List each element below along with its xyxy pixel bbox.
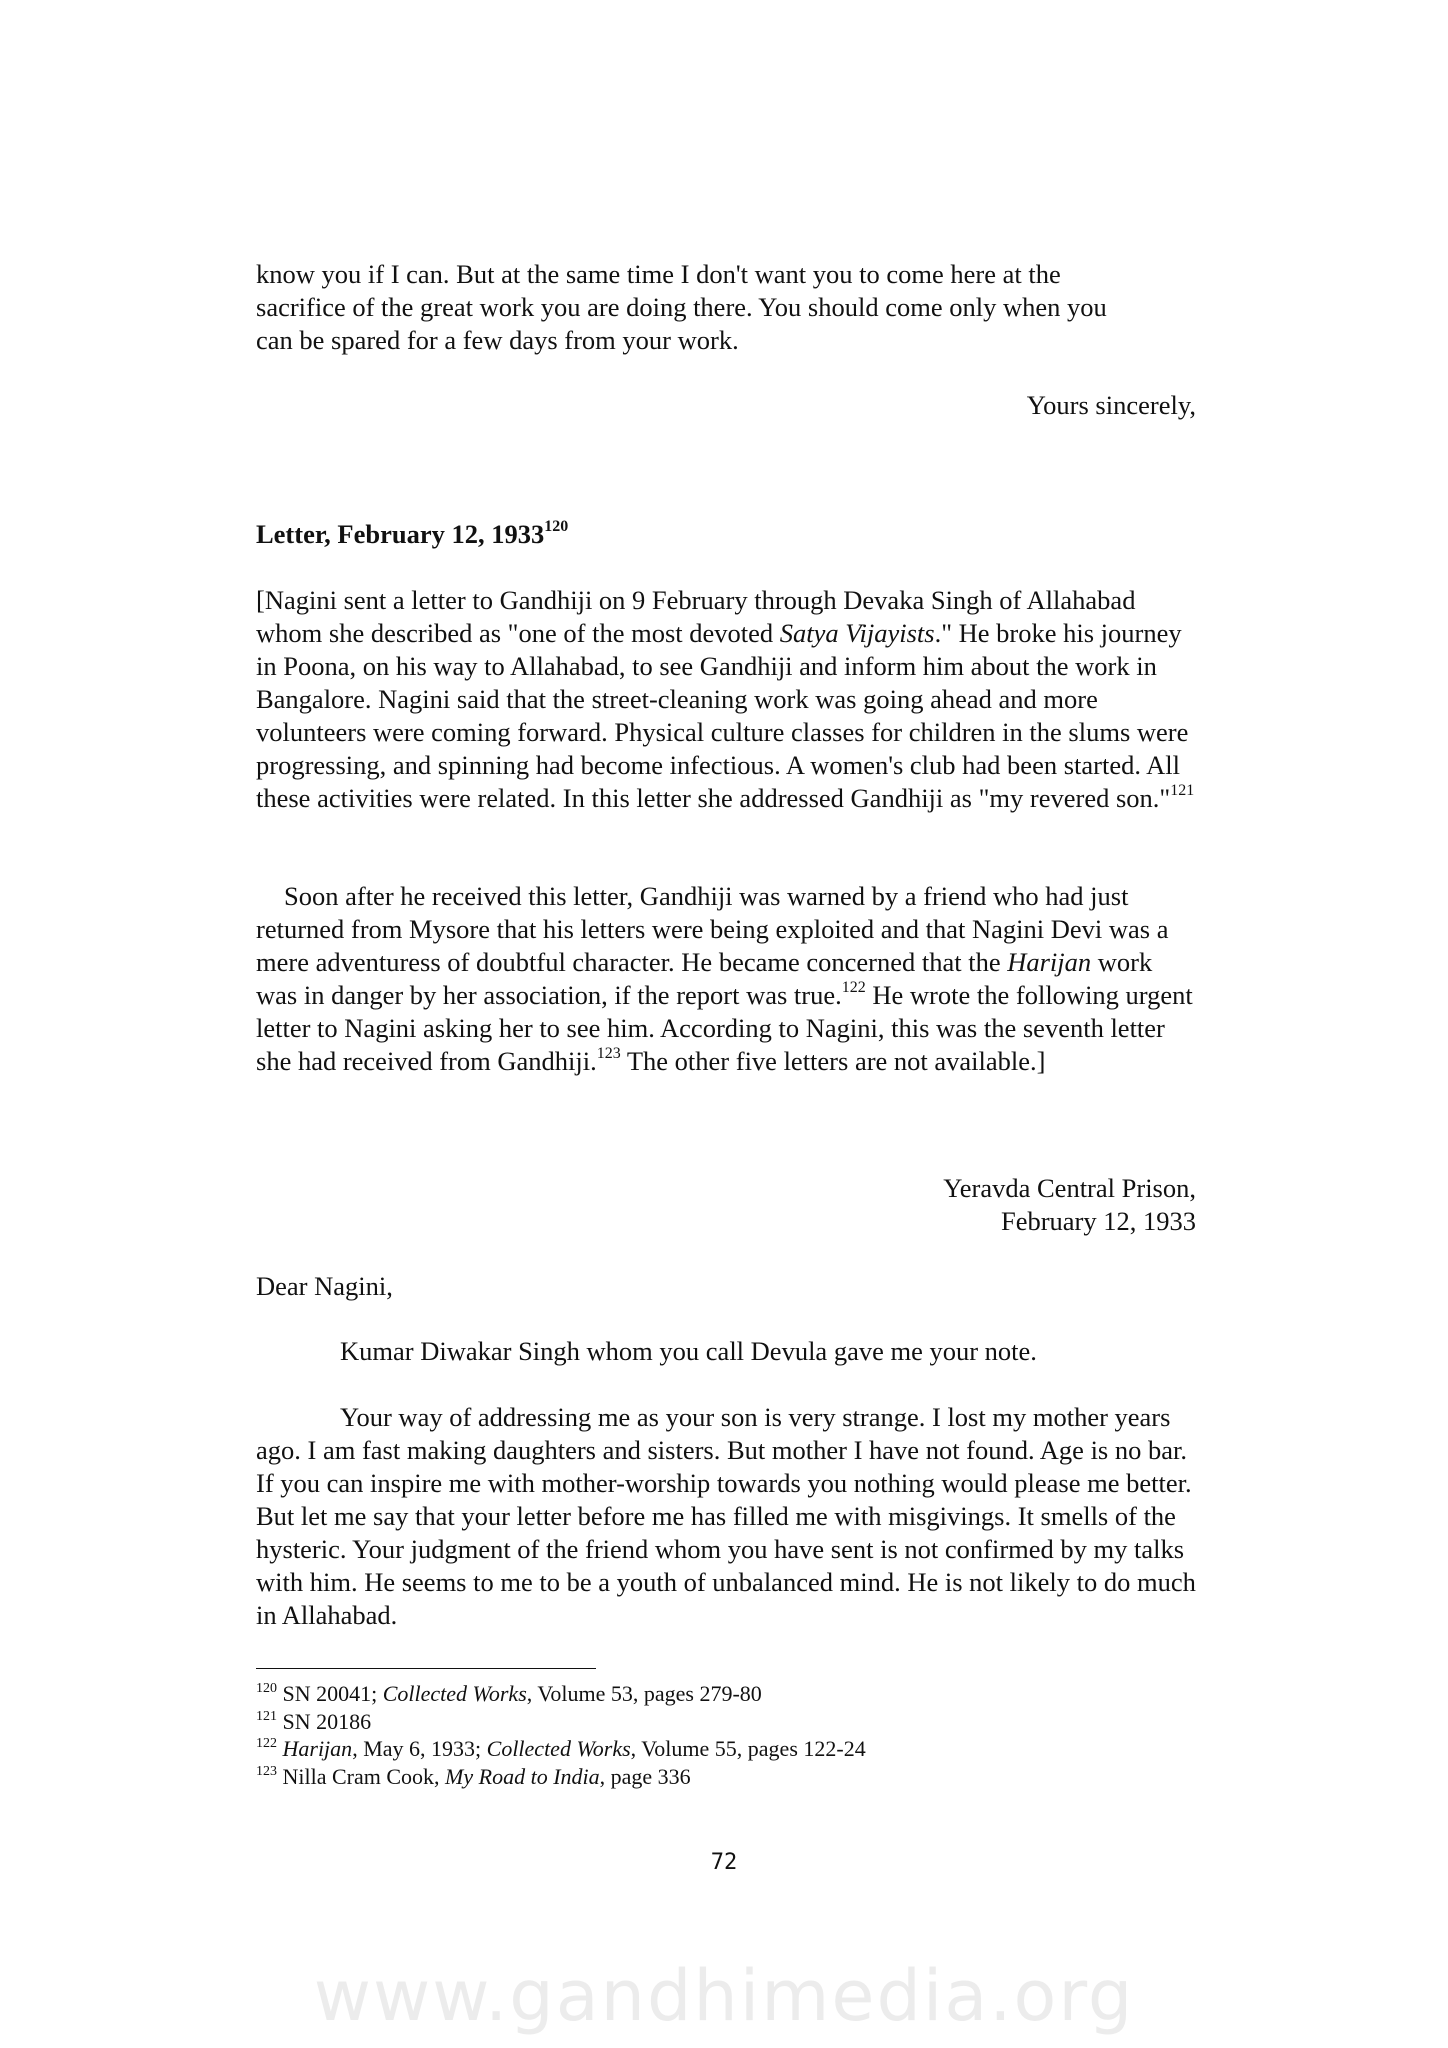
intro-text: ." He broke his journey in Poona, on his way to Allahabad, to see Gandhiji and inform him about the work in Bangalore. Nagini said that the street-cleaning work was going ahead and more volunteers were coming forward. Physical culture classes for children in the slums were progressing, and spinning had become infectious. A women's club had been started. All these activities were related. In this letter she addressed Gandhiji as "my revered son." <box>256 618 1189 813</box>
address-date: February 12, 1933 <box>1000 1206 1196 1236</box>
continuation-line: can be spared for a few days from your work. <box>256 325 739 355</box>
footnote: $^{122}$ Harijan, May 6, 1933; Collected Works, Volume 55, pages 122-24 <box>256 1736 866 1761</box>
intro-paragraph-1 <box>256 584 1196 815</box>
intro-text: [Nagini sent a letter to Gandhiji on 9 February through Devaka Singh of Allahabad whom she described as "one of the most devoted <box>256 585 1136 648</box>
intro-text: work was in danger by her association, if the report was true. <box>256 947 1153 1010</box>
footnote-ref: 123 <box>596 1045 621 1062</box>
letter-address <box>943 1172 1196 1238</box>
section-heading <box>256 518 568 551</box>
intro-italic: Harijan <box>1007 947 1092 977</box>
footnote: $^{121}$ SN 20186 <box>256 1708 372 1734</box>
closing: Yours sincerely, <box>1026 390 1196 420</box>
heading-text: Letter, February 12, 1933 <box>256 519 545 549</box>
footnote-ref: 122 <box>841 979 866 996</box>
continuation-line: know you if I can. But at the same time I don't want you to come here at the <box>256 259 1061 289</box>
footnote: $^{123}$ Nilla Cram Cook, My Road to India, page 336 <box>256 1763 691 1789</box>
intro-text: The other five letters are not available.] <box>620 1046 1046 1076</box>
footnote-ref: 120 <box>544 518 569 535</box>
letter-text: Kumar Diwakar Singh whom you call Devula gave me your note. <box>340 1336 1037 1366</box>
letter-paragraph-1 <box>256 1335 1196 1368</box>
letter-paragraph-2 <box>256 1401 1196 1632</box>
footnotes <box>256 1680 1156 1790</box>
page-number: 72 <box>710 1850 738 1875</box>
footnote: $^{120}$ SN 20041; Collected Works, Volume 53, pages 279-80 <box>256 1681 762 1706</box>
salutation: Dear Nagini, <box>256 1271 393 1301</box>
letter-text: Your way of addressing me as your son is very strange. I lost my mother years ago. I am fast making daughters and sisters. But mother I have not found. Age is no bar. If you can inspire me with mother-worship towards you nothing would please me better. But let me say that your letter before me has filled me with misgivings. It smells of the hysteric. Your judgment of the friend whom you have sent is not confirmed by my talks with him. He seems to me to be a youth of unbalanced mind. He is not likely to do much in Allahabad. <box>256 1402 1196 1630</box>
continuation-line: sacrifice of the great work you are doing there. You should come only when you <box>256 292 1107 322</box>
watermark: www.gandhimedia.org <box>313 1955 1135 2037</box>
intro-text: Soon after he received this letter, Gandhiji was warned by a friend who had just returned from Mysore that his letters were being exploited and that Nagini Devi was a mere adventuress of doubtful character. He became concerned that the <box>256 881 1169 977</box>
footnote-divider <box>256 1668 596 1669</box>
intro-text: He wrote the following urgent letter to Nagini asking her to see him. According to Nagini, this was the seventh letter she had received from Gandhiji. <box>256 980 1193 1076</box>
footnote-ref: 121 <box>1170 782 1195 799</box>
intro-italic: Satya Vijayists <box>779 618 935 648</box>
address-line: Yeravda Central Prison, <box>943 1173 1196 1203</box>
intro-paragraph-2 <box>256 880 1196 1078</box>
continuation-text <box>256 258 1196 357</box>
